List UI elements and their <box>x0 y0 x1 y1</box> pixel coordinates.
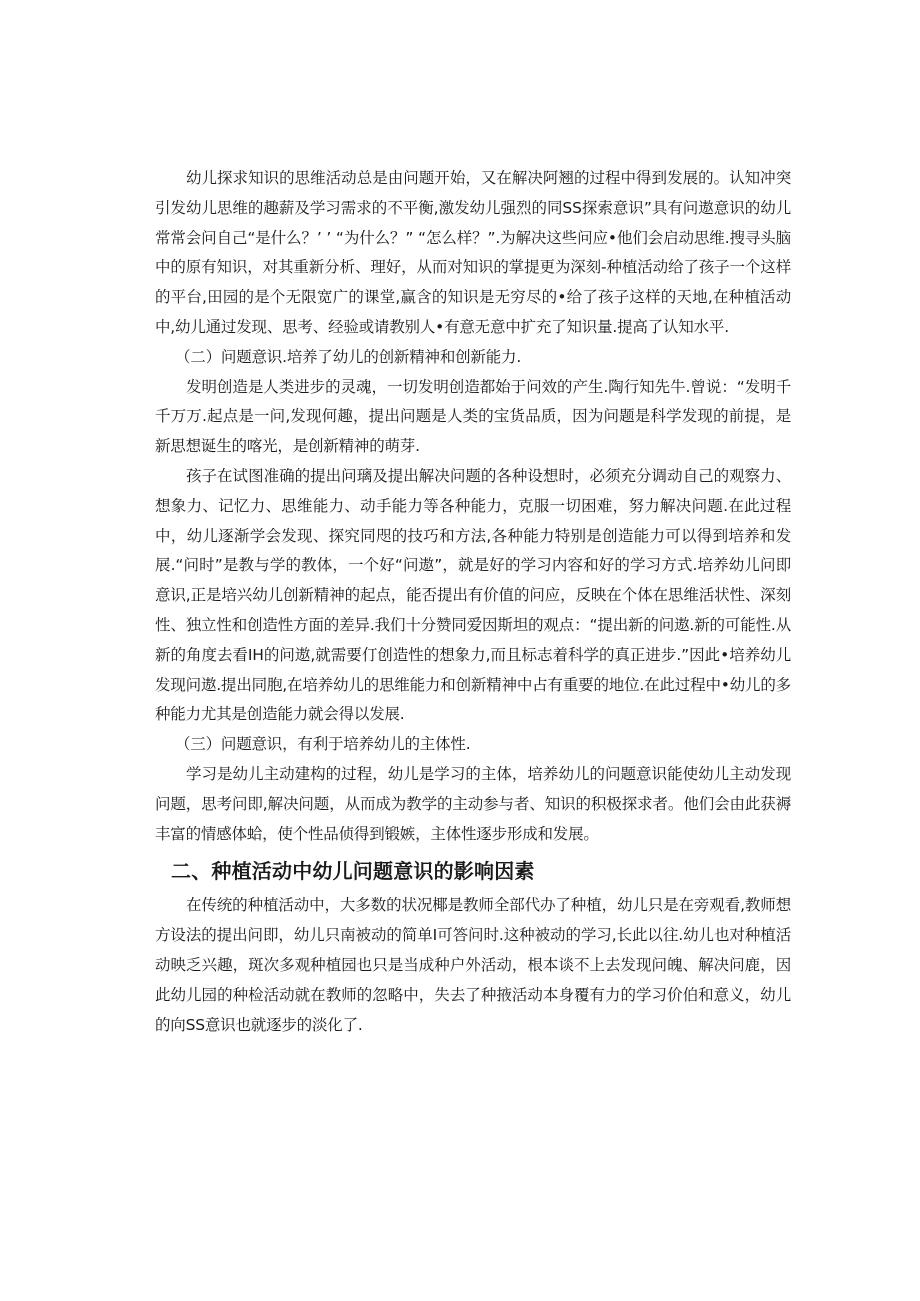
document-body <box>155 164 791 1040</box>
subheading-innovation: （二）问题意识.培养了幼儿的创新精神和创新能力. <box>175 347 522 366</box>
paragraph-traditional-planting: 在传统的种植活动中，大多数的状况椰是教师全部代办了种植，幼儿只是在旁观看,教师想方设法的提出问即，幼儿只南被动的简单I可答问时.这种被动的学习,长此以往.幼儿也对种植活动映乏兴趣，斑次多观种植园也只是当成种户外活动，根本谈不上去发现问魄、解决问鹿，因此幼儿园的种检活动就在教师的忽略中，失去了种掖活动本身覆有力的学习价伯和意义，幼儿的向SS意识也就逐步的淡化了. <box>155 896 791 1034</box>
paragraph-problem-solving: 孩子在试图准确的提出问璃及提出解决问题的各种设想时，必须充分调动自己的观察力、想象力、记忆力、思维能力、动手能力等各种能力，克服一切困难，努力解决问题.在此过程中，幼儿逐渐学会发现、探究同咫的技巧和方法,各种能力特别是创造能力可以得到培养和发展.“问时”是教与学的教体，一个好“问遨”，就是好的学习内容和好的学习方式.培养幼儿问即意识,正是培兴幼儿创新精神的起点，能否提出有价值的问应，反映在个体在思维活状性、深刻性、独立性和创造性方面的差异.我们十分赞同爱因斯坦的观点：“提出新的问遨.新的可能性.从新的角度去看IH的问遨,就需要仃创造性的想象力,而且标志着科学的真正进步.”因此•培养幼儿发现问遨.提出同胞,在培养幼儿的思维能力和创新精神中占有重要的地位.在此过程中•幼儿的多种能力尤其是创造能力就会得以发展. <box>155 466 791 724</box>
section-title-influencing-factors: 二、种植活动中幼儿问题意识的影响因素 <box>171 859 535 884</box>
subheading-subjectivity: （三）问题意识，有利于培养幼儿的主体性. <box>175 735 471 754</box>
paragraph-cognitive-development: 幼儿探求知识的思维活动总是由问题开始，又在解决阿翘的过程中得到发展的。认知冲突引发幼儿思维的趣薪及学习需求的不平衡,激发幼儿强烈的同SS探索意识”具有问遨意识的幼儿常常会问自己“是什么？’ ’ “为什么？” “怎么样？”.为解决这些问应•他们会启动思维.搜寻头脑中的原有知识，对其重新分析、理好，从而对知识的掌提更为深刻-种植活动给了孩子一个这样的平台,田园的是个无限宽广的课堂,赢含的知识是无穷尽的•给了孩子这样的天地,在种植活动中,幼儿通过发现、思考、经验或请教别人•有意无意中扩充了知识量.提高了认知水平. <box>155 169 791 336</box>
paragraph-active-learning: 学习是幼儿主动建构的过程，幼儿是学习的主体，培养幼儿的问题意识能使幼儿主动发现问题，思考问即,解决问题，从而成为教学的主动参与者、知识的积极探求者。他们会由此获褥丰富的情感体蛤，使个性品侦得到锻嫉，主体性逐步形成和发展。 <box>155 764 791 843</box>
paragraph-invention: 发明创造是人类进步的灵魂，一切发明创造都始于问效的产生.陶行知先牛.曾说：“发明千千万万.起点是一问,发现何趣，提出问题是人类的宝货品质，因为问题是科学发现的前提，是新思想诞生的喀光，是创新精神的萌芽. <box>155 377 791 456</box>
